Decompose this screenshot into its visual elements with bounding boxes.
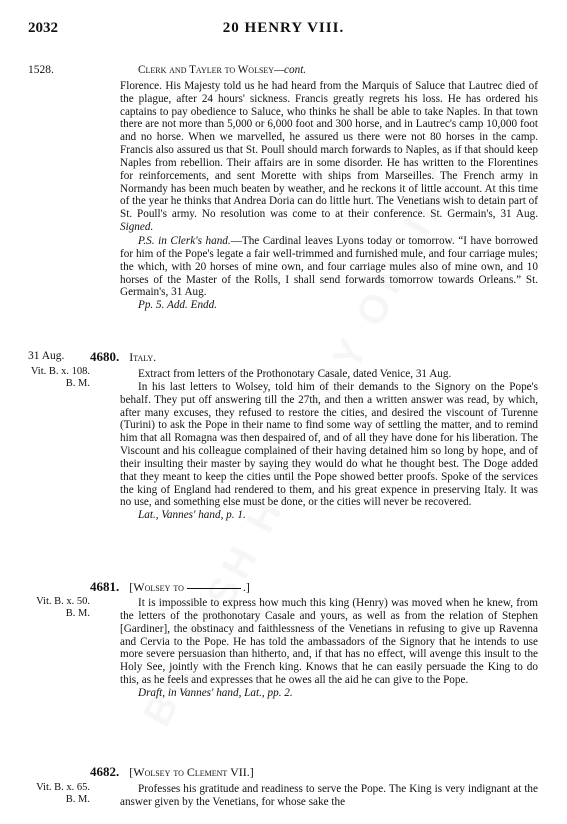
entry-4680-intro: Extract from letters of the Prothonotary Casale, dated Venice, 31 Aug. [138, 368, 452, 380]
entry-4680-reference [28, 366, 90, 390]
entry-4681-number: 4681. [90, 579, 120, 594]
entry-4681-blank-rule [187, 588, 241, 589]
continuation-signed: Signed. [120, 221, 154, 234]
continuation-heading [120, 64, 538, 77]
entry-4680-body: In his last letters to Wolsey, told him of their demands to the Signory on the Pope's behalf. They put off answering till the 27th, and then a written answer was read, by which, after many excuses, they refused to restore the cities, and desired the viscount of Turenne (Turini) to ask the Pope in their name to find some way of settling the matter, and to remind him that all Romagna was then despaired of, and of all they have done for his liberation. The Viscount and his colleague complained of their having detained him so long by hope, and of their insulting their master by saying they would do what he thought best. The Doge added that they meant to keep the cities until the Pope showed better proofs. Spoke of the services the king of England had rendered to them, and his great expence in preserving Italy. It was no use, and something else must be done, or the cities will never be recovered. [120, 380, 538, 509]
entry-4682-ref-line2: B. M. [65, 794, 90, 805]
entry-4681-title-close: .] [242, 580, 250, 594]
entry-4681-ref-line2: B. M. [65, 608, 90, 619]
continuation-heading-suffix: —cont. [274, 64, 307, 76]
entry-4682-title: [Wolsey to Clement VII.] [129, 765, 254, 779]
entry-4682-text [120, 783, 538, 809]
entry-4680-title: Italy. [129, 350, 157, 364]
continuation-block [120, 64, 538, 312]
page-number: 2032 [28, 20, 58, 36]
entry-4680-footnote: Lat., Vannes' hand, p. 1. [138, 509, 246, 522]
entry-4682-ref-line1: Vit. B. x. 65. [36, 782, 90, 793]
entry-4680-text [120, 368, 538, 522]
entry-4682-reference [28, 782, 90, 806]
entry-4681-ref-line1: Vit. B. x. 50. [36, 596, 90, 607]
entry-4680-ref-line1: Vit. B. x. 108. [30, 366, 90, 377]
entry-4681-body: It is impossible to express how much this king (Henry) was moved when he knew, from the letters of the prothonotary Casale and yours, as well as from the relation of Stephen [Gardiner], the obstinacy and faithlessness of the Venetians in refusing to give up Ravenna and Cervia to the Pope. He has told the ambassadors of the Signory that he intends to use more severe persuasion than hitherto, and, if that has no effect, will avenge this insult to the Holy See, jointly with the French king. Knows that he can easily persuade the King to do this, as he feels and expresses that he owes all the aid he can give to the Pope. [120, 597, 538, 687]
entry-4682-body: Professes his gratitude and readiness to serve the Pope. The King is very indignant at the answer given by the Venetians, for whose sake the [120, 783, 538, 808]
entry-4681-text [120, 597, 538, 700]
entry-4681-reference [28, 596, 90, 620]
continuation-paragraph [120, 80, 538, 234]
page-header [0, 20, 567, 44]
postscript-label: P.S. in Clerk's hand. [138, 234, 231, 247]
running-title: 20 HENRY VIII. [222, 20, 345, 36]
entry-4681-heading [90, 579, 250, 595]
postscript-paragraph [120, 235, 538, 299]
continuation-footnote: Pp. 5. Add. Endd. [138, 299, 218, 312]
entry-4680-date: 31 Aug. [28, 350, 65, 362]
continuation-heading-text: Clerk and Tayler to Wolsey [138, 64, 275, 76]
postscript-body: —The Cardinal leaves Lyons today or tomorrow. “I have borrowed for him of the Pope's legate a fair well-trimmed and furnished mule, and four carriage mules; the which, with 20 horses of mine own, and four carriage mules also of mine own, and 10 horses of the Master of the Rolls, I shall send forwards tomorrow towards Orleans.” St. Germain's, 31 Aug. [120, 234, 539, 299]
entry-4682-heading [90, 764, 254, 780]
entry-4681-title-open: [Wolsey to [129, 580, 184, 594]
entry-4680-heading [90, 349, 156, 365]
entry-4681-footnote: Draft, in Vannes' hand, Lat., pp. 2. [138, 686, 293, 699]
year-marker: 1528. [28, 64, 54, 76]
entry-4682-number: 4682. [90, 764, 120, 779]
continuation-body: Florence. His Majesty told us he had heard from the Marquis of Saluce that Lautrec died of the plague, after 24 hours' sickness. Francis greatly regrets his loss. He has ordered his captains to pay obedience to Saluce, who thinks he shall be able to take Naples. In that town there are not more than 5,000 or 6,000 foot and 300 horse, and in Lautrec's camp 10,000 foot and no horse. When we marvelled, he assured us there were not 80 horses in the camp. Francis also assured us that St. Poull should march forwards to Naples, as if that should keep Naples from rebellion. Their affairs are in some disorder. He has written to the Florentines for reinforcements, and sent Morette with ships from Marseilles. The French army in Normandy has been much beaten by weather, and he reckons it of little account. At this time of the year he thinks that Andrea Doria can do little hurt. The Venetians wish to detain part of St. Poull's army. No resolution was come to at their conference. St. Germain's, 31 Aug. [120, 79, 538, 221]
entry-4680-number: 4680. [90, 349, 120, 364]
entry-4680-ref-line2: B. M. [65, 378, 90, 389]
